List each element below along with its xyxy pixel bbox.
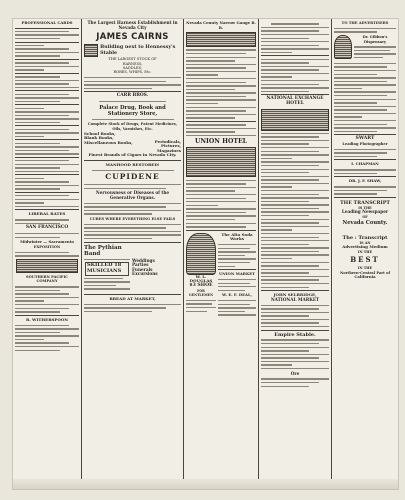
locomotive-engraving — [186, 32, 256, 47]
douglas-name: W. L. DOUGLAS — [189, 273, 213, 284]
national-market-heading: NATIONAL MARKET — [270, 296, 320, 302]
page-shadow — [13, 479, 398, 489]
school-books: School Books, — [84, 130, 116, 136]
weddings: Weddings — [132, 257, 155, 263]
column-rule — [258, 19, 259, 489]
national-exchange-engraving — [261, 109, 329, 131]
dr-gibbon-heading: Dr. Gibbon's Dispensary — [362, 34, 389, 44]
is-the-line: IS THE — [358, 205, 372, 210]
advertising-medium: Advertising Medium — [342, 244, 388, 250]
pythian-band: The Pythian Band — [84, 244, 124, 257]
stock-line: THE LARGEST STOCK OF — [108, 57, 157, 62]
column-professional-cards — [15, 21, 79, 487]
manhood-restored: MANHOOD RESTORED! — [105, 162, 160, 167]
alta-soda-heading: The Alta Soda Works — [221, 231, 255, 242]
douglas-gentlemen: FOR GENTLEMEN — [189, 288, 213, 298]
gibbon-portrait — [334, 35, 352, 59]
railroad-ad-engraving — [16, 259, 78, 273]
funerals: Funerals — [132, 266, 153, 272]
ore-heading: Ore — [290, 370, 300, 376]
witherspoon-heading: R. WITHERSPOON — [25, 316, 69, 322]
chapman-heading: I. CHAPMAN — [351, 161, 379, 167]
california-line: California — [354, 274, 376, 280]
of-line: OF — [362, 214, 368, 219]
the-transcript-line: The : Transcript — [342, 234, 388, 241]
next-to-hennessy: Building next to Hennessy's Stable — [100, 44, 177, 56]
deal-heading: W. E. F. DEAL, — [222, 292, 252, 298]
pictures: Pictures, — [160, 143, 181, 149]
column-advertisements — [84, 21, 181, 487]
skilled-musicians: SKILLED 18 MUSICIANS — [87, 262, 123, 274]
harness-engraving — [84, 44, 98, 57]
column-rule — [183, 19, 184, 489]
douglas-portrait — [186, 233, 216, 275]
column-hotels — [261, 21, 329, 487]
column-rule — [331, 19, 332, 489]
liberal-rates-heading: LIBERAL RATES — [28, 211, 66, 217]
cupidene-title: CUPIDENE — [105, 172, 160, 182]
column-railroad — [186, 21, 256, 487]
to-advertisers-heading: TO THE ADVERTISERS — [341, 21, 389, 25]
bread-at-market: BREAD AT MARKET, — [109, 296, 156, 302]
nevada-county-line: Nevada County. — [342, 220, 388, 227]
dr-shaw-heading: DR. J. F. SHAW, — [348, 178, 382, 184]
periodicals: Periodicals, — [154, 138, 181, 144]
cigars-line: Finest Brands of Cigars in Nevada City. — [88, 152, 177, 158]
harness-line: HARNESS, — [122, 61, 143, 66]
excursions: Excursions — [132, 271, 158, 277]
palace-drug-heading: Palace Drug, Book and Stationery Store, — [99, 104, 166, 117]
saddles-line: SADDLES, — [122, 66, 143, 70]
union-hotel-heading: UNION HOTEL — [194, 138, 248, 146]
union-hotel-engraving — [186, 147, 256, 177]
san-francisco-heading: SAN FRANCISCO — [25, 225, 69, 231]
james-cairns-title: JAMES CAIRNS — [96, 32, 169, 43]
union-market-heading: UNION MARKET — [219, 271, 255, 277]
is-an-line: IS AN — [359, 240, 371, 245]
northern-central-line: Northern-Central Part of — [339, 270, 391, 275]
transcript-title: THE TRANSCRIPT — [340, 199, 390, 206]
in-the-line-2: IN THE — [357, 266, 373, 271]
exposition-heading: EXPOSITION — [33, 244, 61, 249]
column-transcript — [334, 21, 396, 487]
midwinter-heading: Midwinter — Sacramento — [20, 239, 74, 245]
newspaper-page — [12, 18, 399, 490]
douglas-shoe: $3 SHOE — [189, 282, 213, 288]
southern-pacific-heading: SOUTHERN PACIFIC COMPANY — [25, 274, 70, 284]
empire-stable-heading: Empire Stable. — [274, 331, 316, 338]
leading-newspaper: Leading Newspaper — [341, 209, 389, 215]
blank-books: Blank Books, — [84, 135, 114, 141]
parties: Parties — [132, 262, 149, 268]
harness-header: The Largest Harness Establishment in Nevada City — [87, 20, 180, 30]
robes-line: ROBES, WHIPS, Etc. — [113, 70, 152, 75]
column-rule — [81, 19, 82, 489]
nervousness-line: Nervousness or Diseases of the Generative Organs. — [95, 190, 171, 200]
best-word: BEST — [350, 255, 380, 265]
magazines: Magazines — [157, 147, 181, 153]
photographer-line: Leading Photographer — [342, 141, 388, 146]
carr-bros-heading: CARR BROS. — [116, 93, 149, 99]
john-selbridge: JOHN SELBRIDGE, — [273, 292, 317, 298]
railroad-heading: Nevada County Narrow Gauge R. R. — [186, 20, 258, 30]
professional-cards-heading: PROFESSIONAL CARDS — [21, 20, 73, 25]
in-the-line: IN THE — [357, 249, 373, 254]
misc-books: Miscellaneous Books, — [84, 139, 133, 145]
chemicals-line: Complete Stock of Drugs, Patent Medicines, Oils, Varnishes, Etc. — [87, 122, 179, 132]
cures-line: CURES WHERE EVERYTHING ELSE FAILS — [89, 216, 176, 221]
swart-heading: SWART — [355, 136, 375, 142]
national-exchange-heading: NATIONAL EXCHANGE HOTEL — [266, 96, 326, 106]
